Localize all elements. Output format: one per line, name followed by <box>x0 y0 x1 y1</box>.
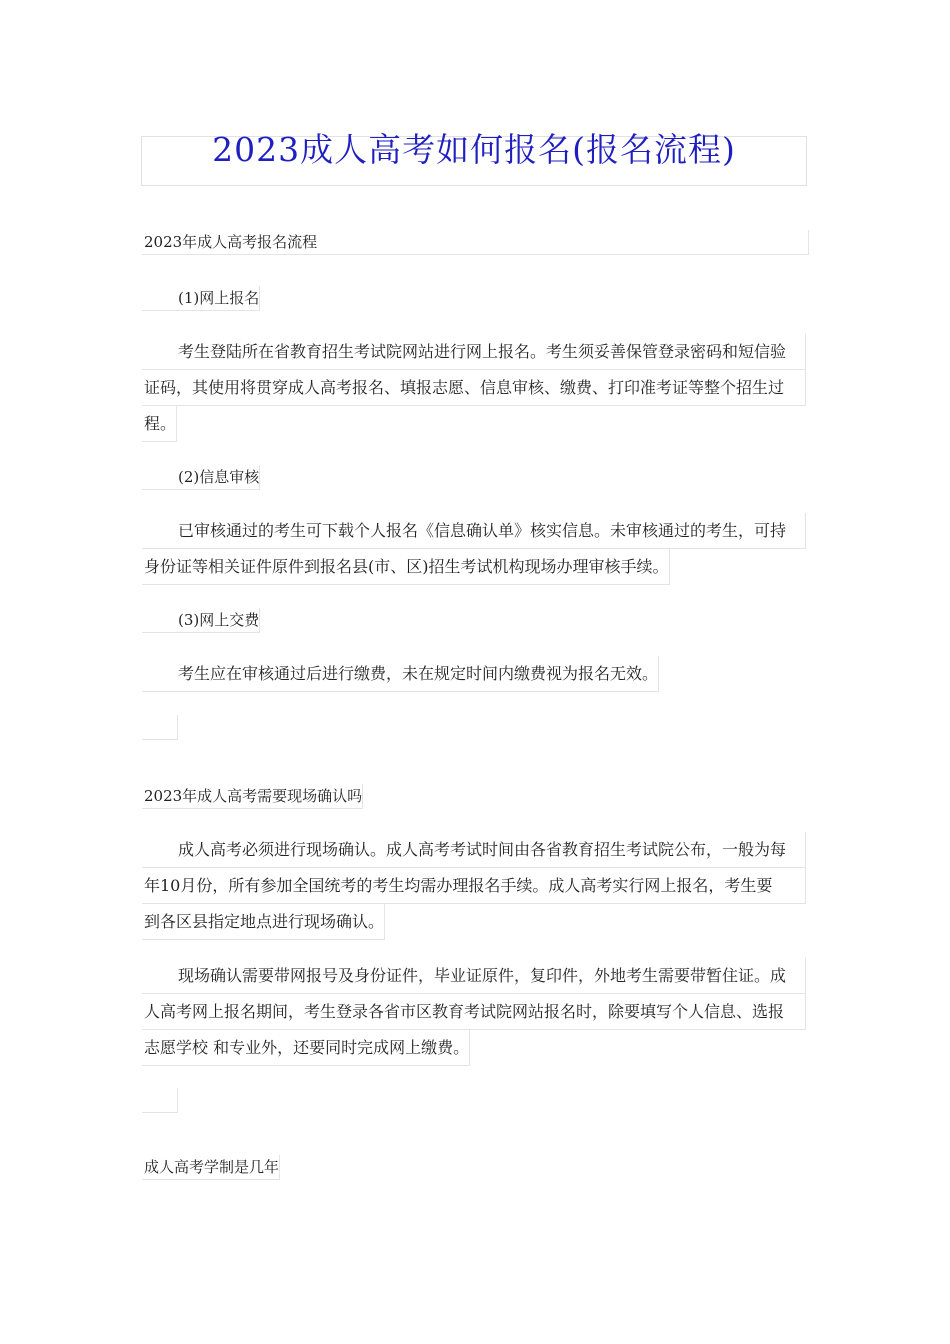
step-label-info-review: (2)信息审核 <box>142 465 260 490</box>
text-line: 志愿学校 和专业外，还要同时完成网上缴费。 <box>142 1030 470 1066</box>
paragraph-onsite-confirmation <box>142 832 806 953</box>
text-line: 现场确认需要带网报号及身份证件，毕业证原件，复印件，外地考生需要带暂住证。成 <box>142 958 806 994</box>
text-line: 考生登陆所在省教育招生考试院网站进行网上报名。考生须妥善保管登录密码和短信验 <box>142 334 806 370</box>
text-line: 人高考网上报名期间，考生登录各省市区教育考试院网站报名时，除要填写个人信息、选报 <box>142 994 806 1030</box>
text-line: 已审核通过的考生可下载个人报名《信息确认单》核实信息。未审核通过的考生，可持 <box>142 513 806 549</box>
text-line: 到各区县指定地点进行现场确认。 <box>142 904 385 940</box>
empty-paragraph <box>142 1088 178 1113</box>
section-heading-onsite-confirmation: 2023年成人高考需要现场确认吗 <box>142 784 363 809</box>
text-line: 身份证等相关证件原件到报名县(市、区)招生考试机构现场办理审核手续。 <box>142 549 670 585</box>
page-title: 2023成人高考如何报名(报名流程) <box>212 130 736 169</box>
step-body-online-registration <box>142 334 806 455</box>
text-line: 成人高考必须进行现场确认。成人高考考试时间由各省教育招生考试院公布，一般为每 <box>142 832 806 868</box>
step-label-online-payment: (3)网上交费 <box>142 608 260 633</box>
section-heading-registration-process: 2023年成人高考报名流程 <box>142 230 809 255</box>
paragraph-required-documents <box>142 958 806 1079</box>
step-body-info-review <box>142 513 806 598</box>
section-heading-study-duration: 成人高考学制是几年 <box>142 1155 280 1180</box>
step-body-online-payment <box>142 656 806 705</box>
empty-paragraph <box>142 715 178 740</box>
text-line: 程。 <box>142 406 177 442</box>
text-line: 证码，其使用将贯穿成人高考报名、填报志愿、信息审核、缴费、打印准考证等整个招生过 <box>142 370 806 406</box>
text-line: 考生应在审核通过后进行缴费，未在规定时间内缴费视为报名无效。 <box>142 656 659 692</box>
step-label-online-registration: (1)网上报名 <box>142 286 260 311</box>
text-line: 年10月份，所有参加全国统考的考生均需办理报名手续。成人高考实行网上报名，考生要 <box>142 868 806 904</box>
